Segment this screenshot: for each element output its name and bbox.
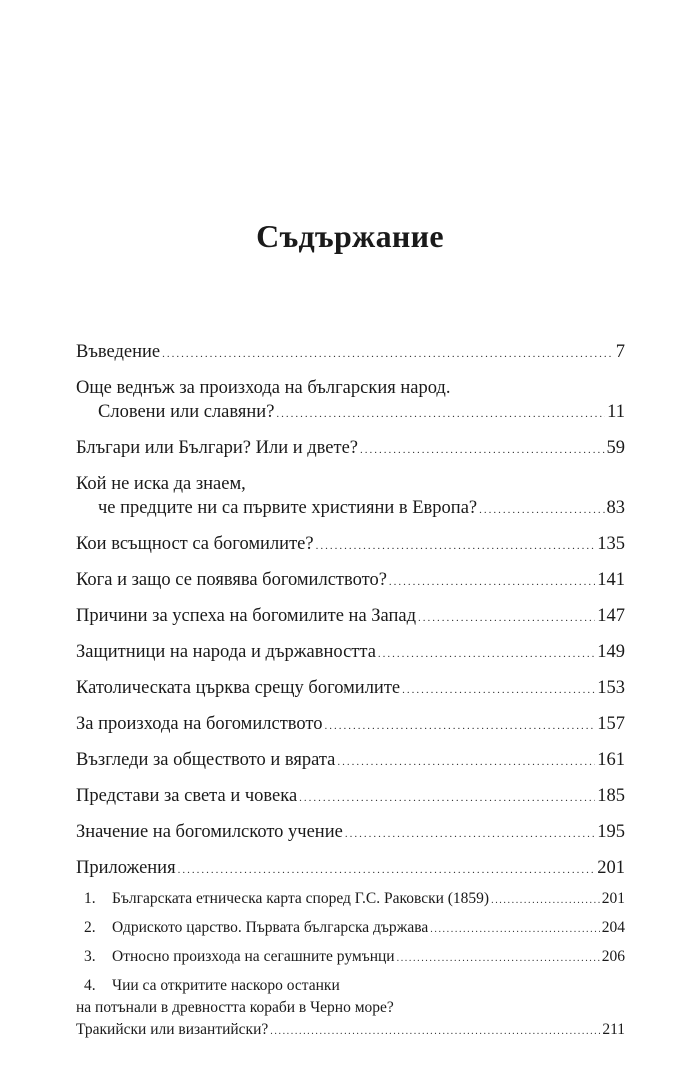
dot-leader [325, 714, 596, 738]
appendix-number: 4. [84, 977, 96, 994]
page-title: Съдържание [256, 218, 444, 254]
toc-page-number: 135 [597, 534, 625, 554]
toc-page-number: 195 [597, 822, 625, 842]
appendix-item[interactable] [76, 975, 625, 1043]
appendix-title-line2: на потънали в древността кораби в Черно море? [76, 999, 394, 1016]
toc-page-number: 59 [606, 438, 625, 458]
toc-page-number: 83 [606, 498, 625, 518]
toc-entry-title: За произхода на богомилството [76, 714, 323, 734]
toc-entry-title: Католическата църква срещу богомилите [76, 678, 401, 698]
toc-page-number: 185 [597, 786, 625, 806]
toc-entry-title: Кога и защо се появява богомилството? [76, 570, 387, 590]
toc-page-number: 161 [597, 750, 625, 770]
appendix-item[interactable] [76, 946, 625, 970]
appendix-title: Одриското царство. Първата българска държава [112, 919, 429, 936]
toc-page-number: 157 [597, 714, 625, 734]
dot-leader [270, 1021, 600, 1043]
toc-entry-title-line1: Още веднъж за произхода на българския народ. [76, 378, 451, 398]
toc-entry-catholic-church[interactable] [76, 676, 625, 702]
appendix-title: Тракийски или византийски? [76, 1021, 269, 1038]
dot-leader [337, 750, 595, 774]
dot-leader [316, 534, 596, 558]
appendix-title: Относно произхода на сегашните румънци [112, 948, 395, 965]
toc-entry-origin[interactable] [76, 376, 625, 426]
toc-entry-title: Блъгари или Българи? Или и двете? [76, 438, 359, 458]
toc-entry-title: че предците ни са първите християни в Европа? [98, 498, 478, 518]
dot-leader [397, 948, 600, 970]
dot-leader [430, 919, 600, 941]
toc-entry-first-christians[interactable] [76, 472, 625, 522]
toc-page-number: 201 [597, 858, 625, 878]
dot-leader [418, 606, 595, 630]
toc-page-number: 153 [597, 678, 625, 698]
appendix-number: 1. [84, 890, 96, 907]
toc-page-number: 149 [597, 642, 625, 662]
table-of-contents [76, 340, 625, 1048]
dot-leader [491, 890, 600, 912]
appendix-page-number: 206 [601, 948, 625, 965]
toc-entry-bogomils[interactable] [76, 532, 625, 558]
toc-entry-title: Представи за света и човека [76, 786, 298, 806]
appendix-number: 3. [84, 948, 96, 965]
toc-page-number: 11 [607, 402, 625, 422]
toc-entry-title: Словени или славяни? [98, 402, 275, 422]
toc-entry-title: Причини за успеха на богомилите на Запад [76, 606, 417, 626]
toc-entry-title-line1: Кой не иска да знаем, [76, 474, 246, 494]
toc-entry-title: Значение на богомилското учение [76, 822, 343, 842]
dot-leader [378, 642, 595, 666]
dot-leader [162, 342, 614, 366]
toc-page-number: 141 [597, 570, 625, 590]
toc-entry-introduction[interactable] [76, 340, 625, 366]
appendix-number: 2. [84, 919, 96, 936]
appendix-item[interactable] [76, 888, 625, 912]
toc-entry-origin-bogomilism[interactable] [76, 712, 625, 738]
appendix-title-line1: Чии са откритите наскоро останки [112, 977, 340, 994]
toc-entry-blagari[interactable] [76, 436, 625, 462]
toc-entry-world-and-man[interactable] [76, 784, 625, 810]
dot-leader [389, 570, 595, 594]
dot-leader [276, 402, 605, 426]
appendix-item[interactable] [76, 917, 625, 941]
toc-entry-appendices[interactable] [76, 856, 625, 882]
toc-entry-title: Въведение [76, 342, 161, 362]
toc-page-number: 7 [615, 342, 625, 362]
toc-entry-title: Приложения [76, 858, 176, 878]
toc-entry-views[interactable] [76, 748, 625, 774]
toc-entry-appearance[interactable] [76, 568, 625, 594]
toc-entry-title: Възгледи за обществото и вярата [76, 750, 336, 770]
dot-leader [479, 498, 604, 522]
toc-entry-significance[interactable] [76, 820, 625, 846]
dot-leader [299, 786, 595, 810]
toc-entry-title: Кои всъщност са богомилите? [76, 534, 314, 554]
toc-page-number: 147 [597, 606, 625, 626]
dot-leader [402, 678, 595, 702]
toc-entry-defenders[interactable] [76, 640, 625, 666]
appendix-title: Българската етническа карта според Г.С. Раковски (1859) [112, 890, 490, 907]
appendix-page-number: 204 [601, 919, 625, 936]
appendix-page-number: 201 [601, 890, 625, 907]
dot-leader [360, 438, 604, 462]
appendix-page-number: 211 [602, 1021, 625, 1038]
toc-entry-title: Защитници на народа и държавността [76, 642, 376, 662]
toc-entry-success[interactable] [76, 604, 625, 630]
dot-leader [345, 822, 595, 846]
dot-leader [178, 858, 596, 882]
